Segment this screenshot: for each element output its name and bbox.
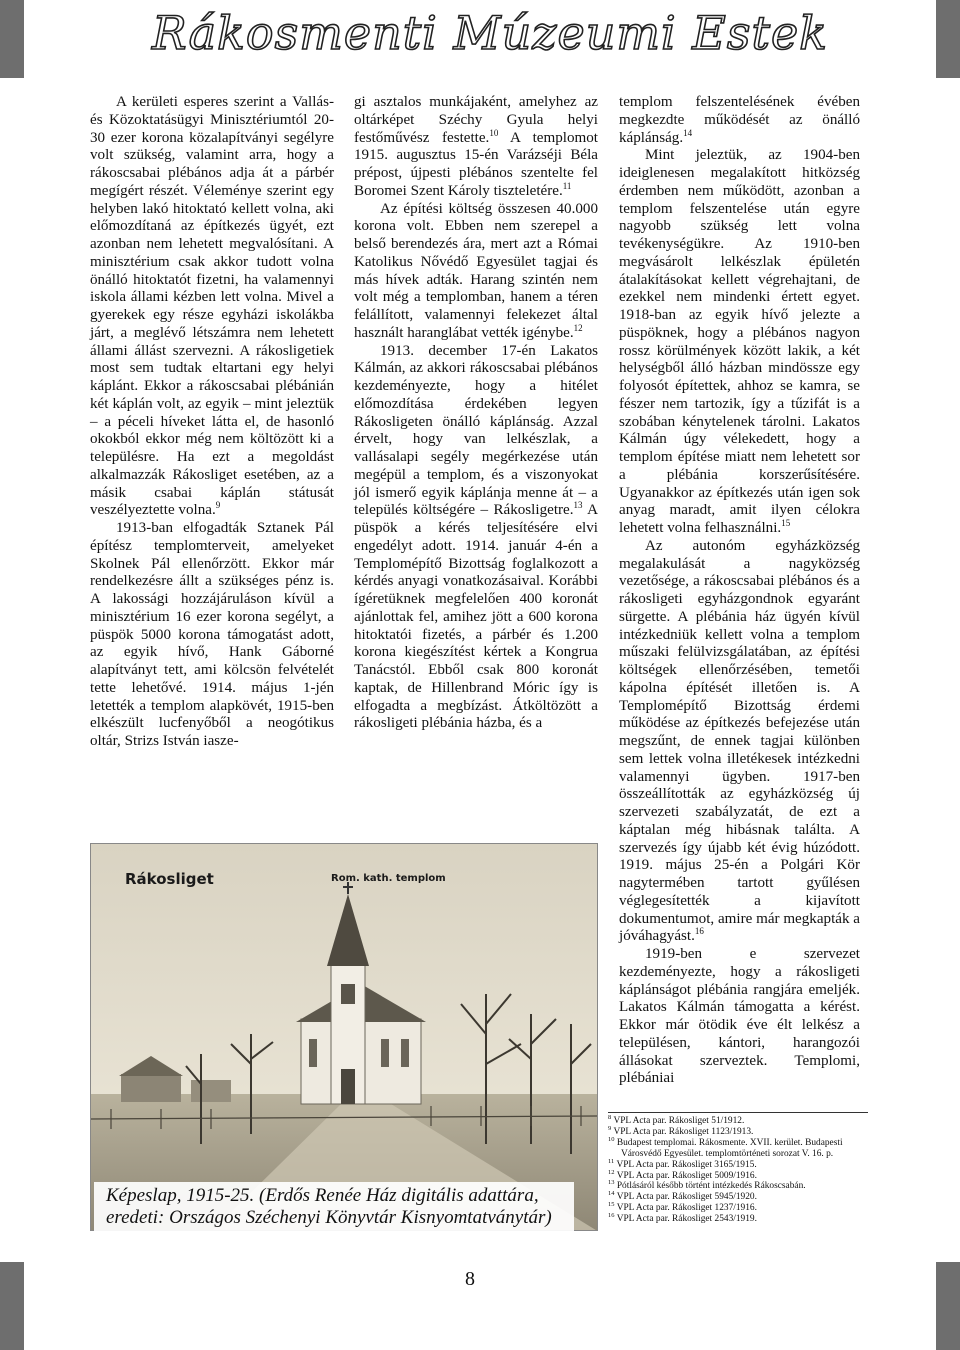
paragraph-text: Az autonóm egyházközség megalakulását a nagyközség vezetősége, a rákoscsabai plébános és a rákosligeti egyházgondnok egyaránt sürgette. A plébánia ház ügyén kívül intézkedniük kellett volna a templom műszaki felülvizsgálatában, az építési költségek ellenőrzésében, temetői kápolna építését illetően is. A Templomépítő Bizottság érdemi működése az építkezés befejezése után megszűnt, de ennek tagjai különben sem lettek volna illetékesek intézkedni valamennyi ügyben. 1917-ben összeállították az egyházközség új szervezeti szabályzatát, de ezt a káptalan még hibásnak találta. A szervezés így újabb két évig húzódott. 1919. május 25-én a Polgári Kör nagytermében tartott gyűlésen véglegesítették a kijavított dokumentumot, amire már megkapták a jóváhagyást. (619, 537, 861, 945)
postcard-label-church: Rom. kath. templom (331, 873, 446, 884)
edge-mark-bottom-left (0, 1262, 24, 1350)
caption-line-1: Képeslap, 1915-25. (Erdős Renée Ház digitális adattára, (106, 1185, 539, 1206)
paragraph (619, 946, 860, 1088)
footnote-number: 13 (608, 1179, 615, 1187)
footnotes (608, 1112, 868, 1225)
footnote-ref: 10 (489, 127, 499, 138)
footnote-text: VPL Acta par. Rákosliget 1237/1916. (616, 1203, 757, 1214)
page-header (90, 6, 890, 68)
footnote-text: VPL Acta par. Rákosliget 1123/1913. (613, 1126, 754, 1137)
footnote-ref: 14 (683, 127, 693, 138)
footnote-item (608, 1124, 868, 1138)
paragraph (354, 201, 598, 343)
paragraph (619, 94, 860, 147)
footnote-ref: 12 (573, 322, 583, 333)
footnote-number: 10 (608, 1135, 615, 1143)
paragraph-text: A templomot 1915. augusztus 15-én Varázséji Béla prépost, újpesti plébános szentelte fel Boromei Szent Károly tiszteletére. (354, 129, 598, 199)
footnote-number: 14 (608, 1190, 615, 1198)
footnote-text: VPL Acta par. Rákosliget 5945/1920. (616, 1192, 757, 1203)
footnote-item (608, 1113, 868, 1127)
photo-caption (94, 1182, 574, 1233)
paragraph (90, 94, 334, 520)
footnote-ref: 13 (573, 500, 583, 511)
paragraph (354, 94, 598, 201)
footnote-ref: 9 (215, 500, 221, 511)
church-postcard-image (91, 844, 598, 1231)
footnote-number: 15 (608, 1201, 615, 1209)
footnote-text: VPL Acta par. Rákosliget 5009/1916. (616, 1170, 757, 1181)
footnote-number: 9 (608, 1124, 612, 1132)
footnote-number: 11 (608, 1157, 615, 1165)
postcard-label-place: Rákosliget (125, 870, 214, 888)
footnote-item (608, 1192, 868, 1203)
paragraph-text: 1913. december 17-én Lakatos Kálmán, az akkori rákoscsabai plébános kezdeményezte, hogy a hitélet előmozdítása érdekében legyen Rákosligeten önálló káplánság. Azzal érvelt, hogy van lelkészlak, a vallásalapi segély megérkezése után megépül a templom, és a viszonyokat jól ismerő egyik káplánja menne át – a település költségére – Rákosligetre. (354, 342, 598, 519)
footnote-number: 12 (608, 1168, 615, 1176)
footnote-text: Pótlásáról később történt intézkedés Rákoscsabán. (616, 1181, 806, 1192)
edge-mark-top-left (0, 0, 24, 78)
footnote-ref: 15 (781, 517, 791, 528)
text-column-1 (90, 94, 334, 751)
edge-mark-top-right (936, 0, 960, 78)
footnote-item (608, 1168, 868, 1182)
paragraph-text: A püspök a kérés teljesítésére elvi engedélyt adott. 1914. január 4-én a Templomépítő Bizottság foglalkozott a kérdés anyagi vonatkozásaival. Korábbi ígéretüknek megfelelően 400 koronát ajánlottak fel, amihez jött a 600 korona hitoktatói fizetés, a párbér és 1.200 korona kiegészítést kértek a Kongrua Tanácstól. Ebből csak 800 koronát kaptak, de Hillenbrand Móric így is elfogadta a megbízást. Átköltözött a rákosligeti plébánia házba, és a (354, 502, 598, 732)
paragraph-text: Mint jeleztük, az 1904-ben ideiglenesen megalakított hitközség érdemben nem működött, azonban a templom felszentelése után egyre nagyobb szükség lett volna tevékenységükre. Az 1910-ben megvásárolt lelkészlak épületén átalakításokat kellett végrehajtani, de ezekkel nem mindenki értett egyet. 1918-ban az egyik hívő jelezte a püspöknek, hogy a plébános nagyon rossz körülmények között lakik, a két helységből álló házban mindössze egy folyosót építettek, ahhoz se kamra, se fészer nem tartozik, így a tűzifát is a szobában kénytelenek tárolni. Lakatos Kálmán úgy vélekedett, hogy a templom építése miatt nem lehetett sor a plébánia korszerűsítésére. Ugyanakkor az építkezés után igen sok anyag maradt, amit ilyen célokra lehetett volna felhasználni. (619, 147, 860, 536)
paragraph (619, 147, 860, 538)
paragraph (354, 343, 598, 734)
paragraph-text: 1913-ban elfogadták Sztanek Pál építész templomterveit, amelyeket Skolnek Pál ellenőrzött. Ekkor már rendelkezésre állt a szükséges pénz is. A lakossági hozzájáruláson kívül a minisztérium 16 ezer korona segélyt, a püspök 5000 korona támogatást adott, az egyik hívő, Hank Gáborné alapítványt tett, ami kölcsön felvételét tette lehetővé. 1914. május 1-jén letették a templom alapkövét, 1915-ben elkészült lucfenyőből a neogótikus oltár, Strizs István iasze- (90, 520, 334, 749)
footnote-ref: 11 (562, 180, 572, 191)
paragraph-text: 1919-ben e szervezet kezdeményezte, hogy a rákosligeti káplánságot plébánia rangjára emeljék. Lakatos Kálmán támogatta a kérést. Ekkor már ötödik éve élt lelkész a településen, kántori, harangozói állásokat szerveztek. Templomi, plébániai (619, 946, 860, 1087)
footnote-number: 16 (608, 1212, 615, 1220)
footnote-ref: 16 (694, 926, 704, 937)
paragraph-text: gi asztalos munkájaként, amelyhez az oltárképet Széchy Gyula helyi festőművész festette. (354, 94, 598, 146)
footnote-item (608, 1135, 868, 1160)
edge-mark-bottom-right (936, 1262, 960, 1350)
footnote-text: Budapest templomai. Rákosmente. XVII. kerület. Budapesti Városvédő Egyesület. templomtörténeti sorozat V. 16. p. (616, 1137, 843, 1159)
footnote-text: VPL Acta par. Rákosliget 3165/1915. (616, 1159, 757, 1170)
footnote-item (608, 1157, 868, 1171)
footnote-item (608, 1203, 868, 1214)
postcard-photo (90, 843, 598, 1231)
paragraph-text: A kerületi esperes szerint a Vallás- és Közoktatásügyi Minisztériumtól 20-30 ezer korona közalapítványi segélyre volt szükség, valamint arra, hogy a rákoscsabai plébános adja át a párbér megígért részét. Véleménye szerint egy helyben lakó hitoktató kellett volna, aki előmozdítaná az építkezés ügyét, ezt azonban nem lehetett megvalósítani. A minisztérium csak akkor tudott volna önálló hitoktatót fizetni, ha valamennyi iskola állami kézben lett volna. Mivel a gyerekek egy része egyházi iskolákba járt, a meglévő létszámra nem lehetett állami állást szervezni. A rákosligetiek most sem tudtak eltartani egy helyi káplánt. Ekkor a rákoscsabai plébánián két káplán volt, az egyik – mint jeleztük – a péceli híveket látta el, de hasonló okokból ekkor még nem költözött ki a településre. Ha ezt a megoldást alkalmazzák Rákosliget esetében, az a másik csabai káplán státusát veszélyeztette volna. (90, 94, 334, 519)
footnote-number: 8 (608, 1113, 612, 1121)
footnote-text: VPL Acta par. Rákosliget 51/1912. (613, 1116, 745, 1126)
footnote-item (608, 1181, 868, 1192)
page-number: 8 (465, 1268, 475, 1290)
header-title: Rákosmenti Múzeumi Estek (151, 6, 829, 60)
footnote-text: VPL Acta par. Rákosliget 2543/1919. (616, 1214, 757, 1225)
text-column-3 (619, 94, 860, 1088)
paragraph-text: Az építési költség összesen 40.000 korona volt. Ebben nem szerepel a belső berendezés ára, mert azt a Római Katolikus Nővédő Egyesület tagjai és más hívek adták. Harang szintén nem volt még a templomban, hanem a téren felállított, valamennyi felekezet által használt haranglábat vették igénybe. (354, 200, 598, 341)
caption-line-2: eredeti: Országos Széchenyi Könyvtár Kisnyomtatványtár) (106, 1207, 552, 1228)
text-column-2 (354, 94, 598, 733)
paragraph (619, 538, 860, 946)
paragraph (90, 520, 334, 751)
paragraph-text: templom felszentelésének évében megkezdte működését az önálló káplánság. (619, 94, 860, 146)
footnote-item (608, 1214, 868, 1225)
